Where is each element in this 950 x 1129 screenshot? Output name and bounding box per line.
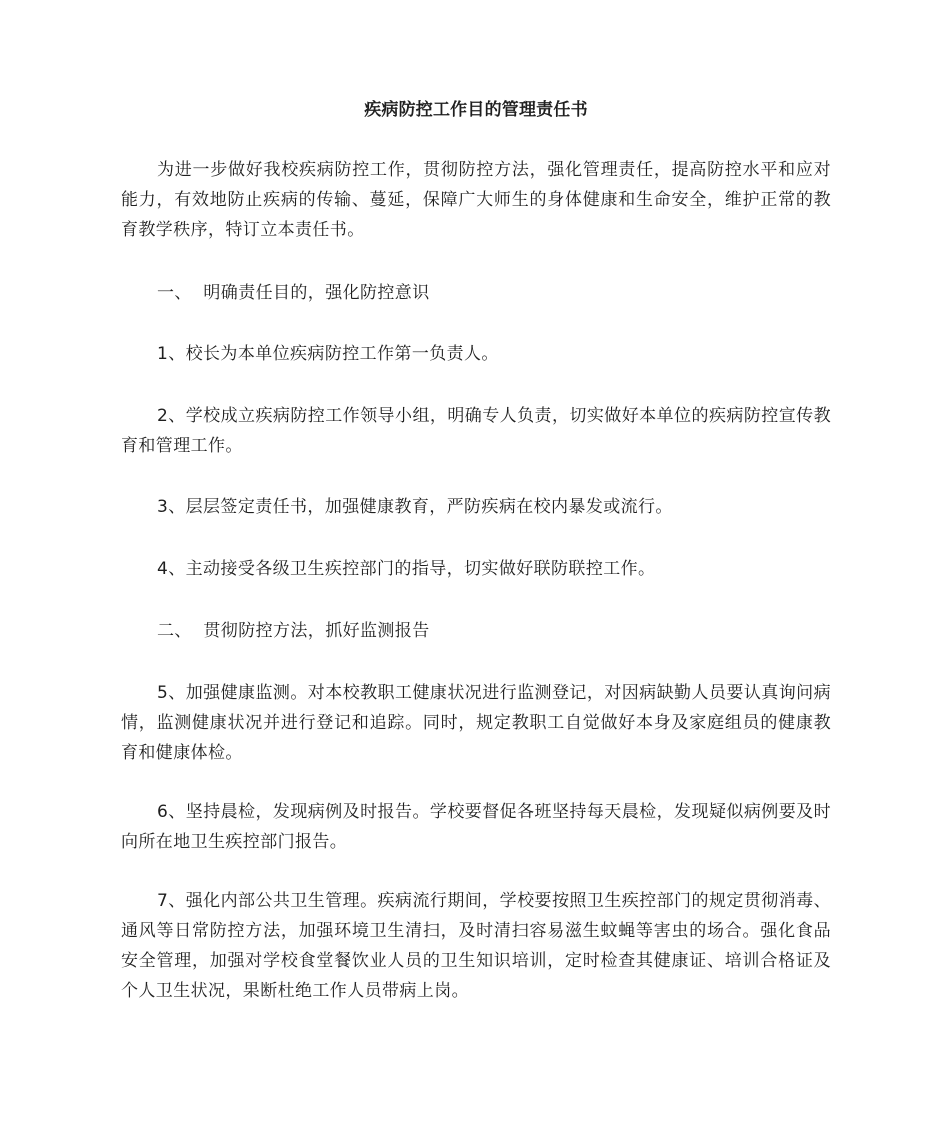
- list-item-6: 6、坚持晨检，发现病例及时报告。学校要督促各班坚持每天晨检，发现疑似病例要及时向所在地卫生疾控部门报告。: [121, 802, 831, 852]
- list-item-2: 2、学校成立疾病防控工作领导小组，明确专人负责，切实做好本单位的疾病防控宣传教育和管理工作。: [121, 406, 831, 456]
- section-heading-1: 一、 明确责任目的，强化防控意识: [157, 283, 430, 303]
- list-item-1: 1、校长为本单位疾病防控工作第一负责人。: [157, 344, 499, 364]
- list-item-7: 7、强化内部公共卫生管理。疾病流行期间，学校要按照卫生疾控部门的规定贯彻消毒、通风等日常防控方法，加强环境卫生清扫，及时清扫容易滋生蚊蝇等害虫的场合。强化食品安全管理，加强对学校食堂餐饮业人员的卫生知识培训，定时检查其健康证、培训合格证及个人卫生状况，果断杜绝工作人员带病上岗。: [121, 891, 831, 1001]
- list-item-3: 3、层层签定责任书，加强健康教育，严防疾病在校内暴发或流行。: [157, 497, 673, 517]
- section-heading-2: 二、 贯彻防控方法，抓好监测报告: [157, 621, 430, 641]
- list-item-4: 4、主动接受各级卫生疾控部门的指导，切实做好联防联控工作。: [157, 559, 656, 579]
- list-item-5: 5、加强健康监测。对本校教职工健康状况进行监测登记，对因病缺勤人员要认真询问病情，监测健康状况并进行登记和追踪。同时，规定教职工自觉做好本身及家庭组员的健康教育和健康体检。: [121, 683, 831, 763]
- intro-paragraph: 为进一步做好我校疾病防控工作，贯彻防控方法，强化管理责任，提高防控水平和应对能力，有效地防止疾病的传输、蔓延，保障广大师生的身体健康和生命安全，维护正常的教育教学秩序，特订立本责任书。: [121, 160, 831, 240]
- document-title: 疾病防控工作目的管理责任书: [364, 100, 588, 120]
